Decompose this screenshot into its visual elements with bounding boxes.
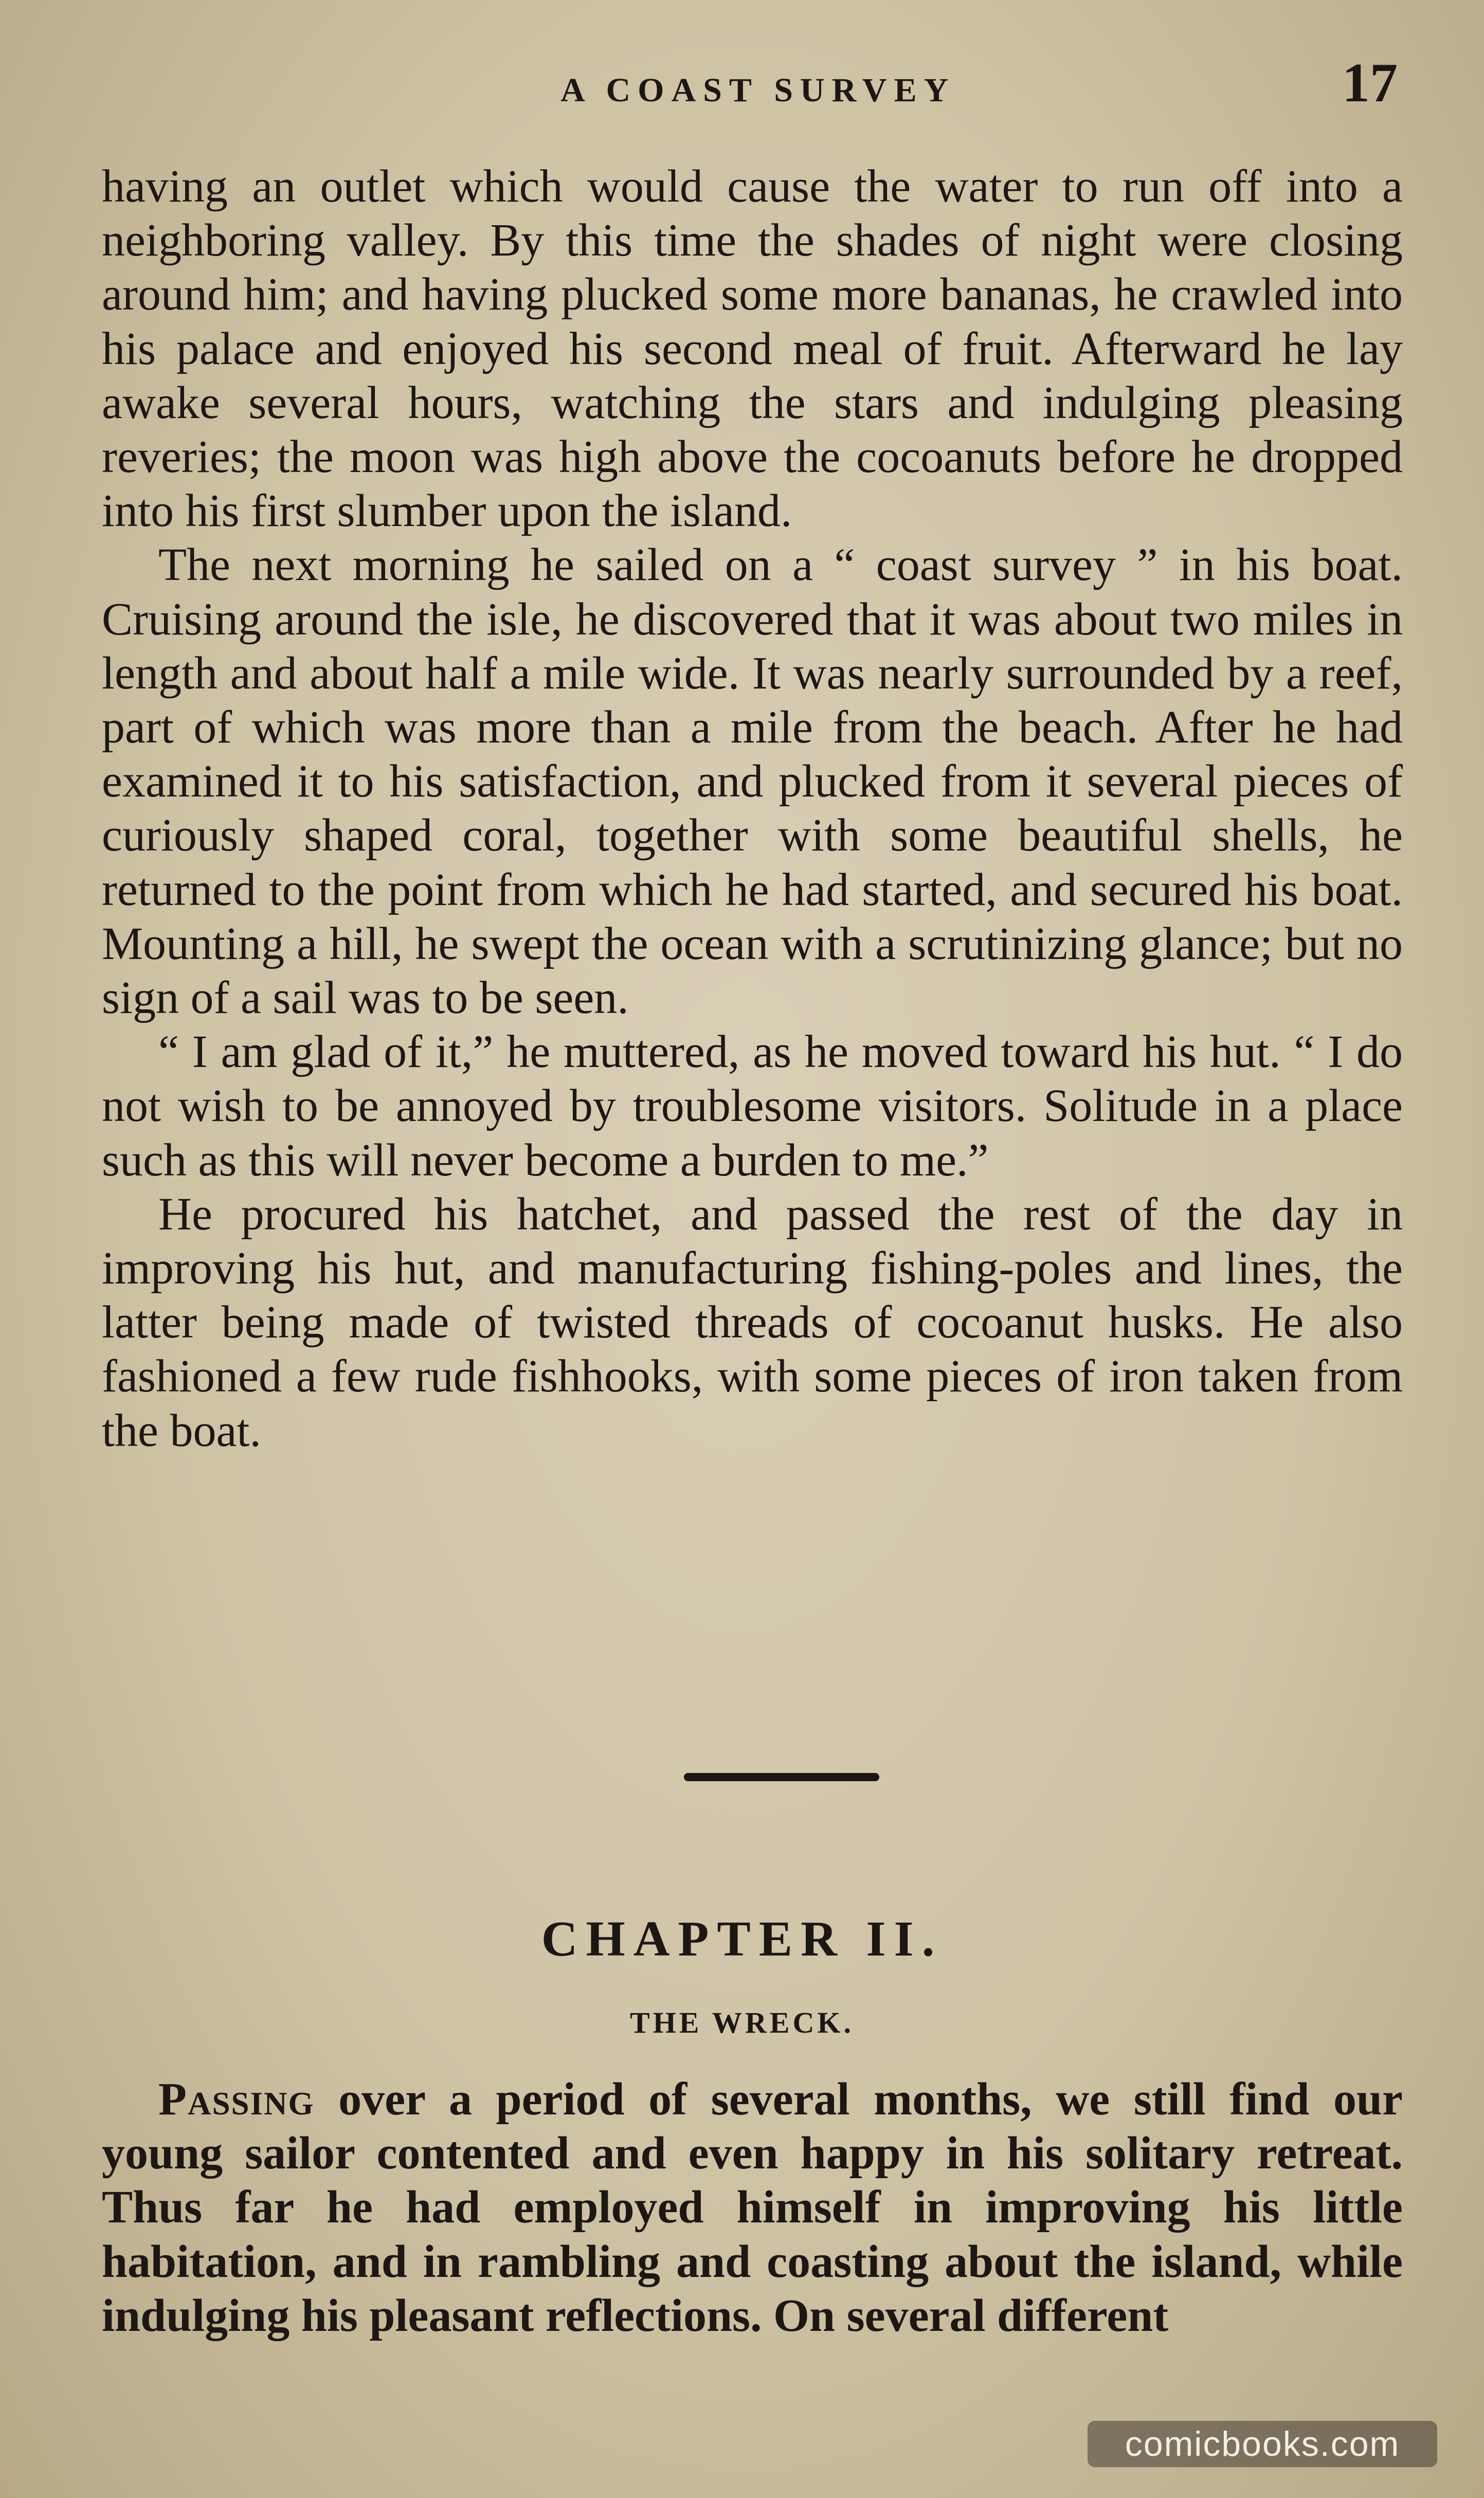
- page-header: [0, 36, 1484, 123]
- chapter-subtitle: THE WRECK.: [629, 2006, 854, 2039]
- paragraph: having an outlet which would cause the water to run off into a neighboring valley. By this time the shades of night were closing around him; and having plucked some more bananas, he crawled into his palace and enjoyed his second meal of fruit. Afterward he lay awake several hours, watching the stars and indulging pleasing reveries; the moon was high above the cocoanuts before he dropped into his first slumber upon the island.: [102, 161, 1403, 537]
- body-text: [102, 159, 1403, 1458]
- paragraph: “ I am glad of it,” he muttered, as he moved toward his hut. “ I do not wish to be annoyed by troublesome visitors. Solitude in a place such as this will never become a burden to me.”: [102, 1026, 1403, 1186]
- watermark: comicbooks.com: [1088, 2421, 1437, 2467]
- section-divider: [684, 1773, 879, 1781]
- chapter-opening-paragraph: [102, 2072, 1403, 2343]
- paragraph: He procured his hatchet, and passed the rest of the day in improving his hut, and manufacturing fishing-poles and lines, the latter being made of twisted threads of cocoanut husks. He also fashioned a few rude fishhooks, with some pieces of iron taken from the boat.: [102, 1188, 1403, 1456]
- running-head: A COAST SURVEY: [560, 71, 956, 109]
- opening-text: over a period of several months, we still find our young sailor contented and even happy in his solitary retreat. Thus far he had employed himself in improving his little habitation, and in rambling and coasting about the island, while indulging his pleasant reflections. On several different: [102, 2074, 1403, 2341]
- page-number: 17: [1342, 52, 1398, 114]
- opening-word: Passing: [158, 2074, 315, 2125]
- chapter-body: [102, 2072, 1403, 2343]
- paragraph: The next morning he sailed on a “ coast survey ” in his boat. Cruising around the isle, he discovered that it was about two miles in length and about half a mile wide. It was nearly surrounded by a reef, part of which was more than a mile from the beach. After he had examined it to his satisfaction, and plucked from it several pieces of curiously shaped coral, together with some beautiful shells, he returned to the point from which he had started, and secured his boat. Mounting a hill, he swept the ocean with a scrutinizing glance; but no sign of a sail was to be seen.: [102, 539, 1403, 1024]
- chapter-title: CHAPTER II.: [541, 1911, 943, 1967]
